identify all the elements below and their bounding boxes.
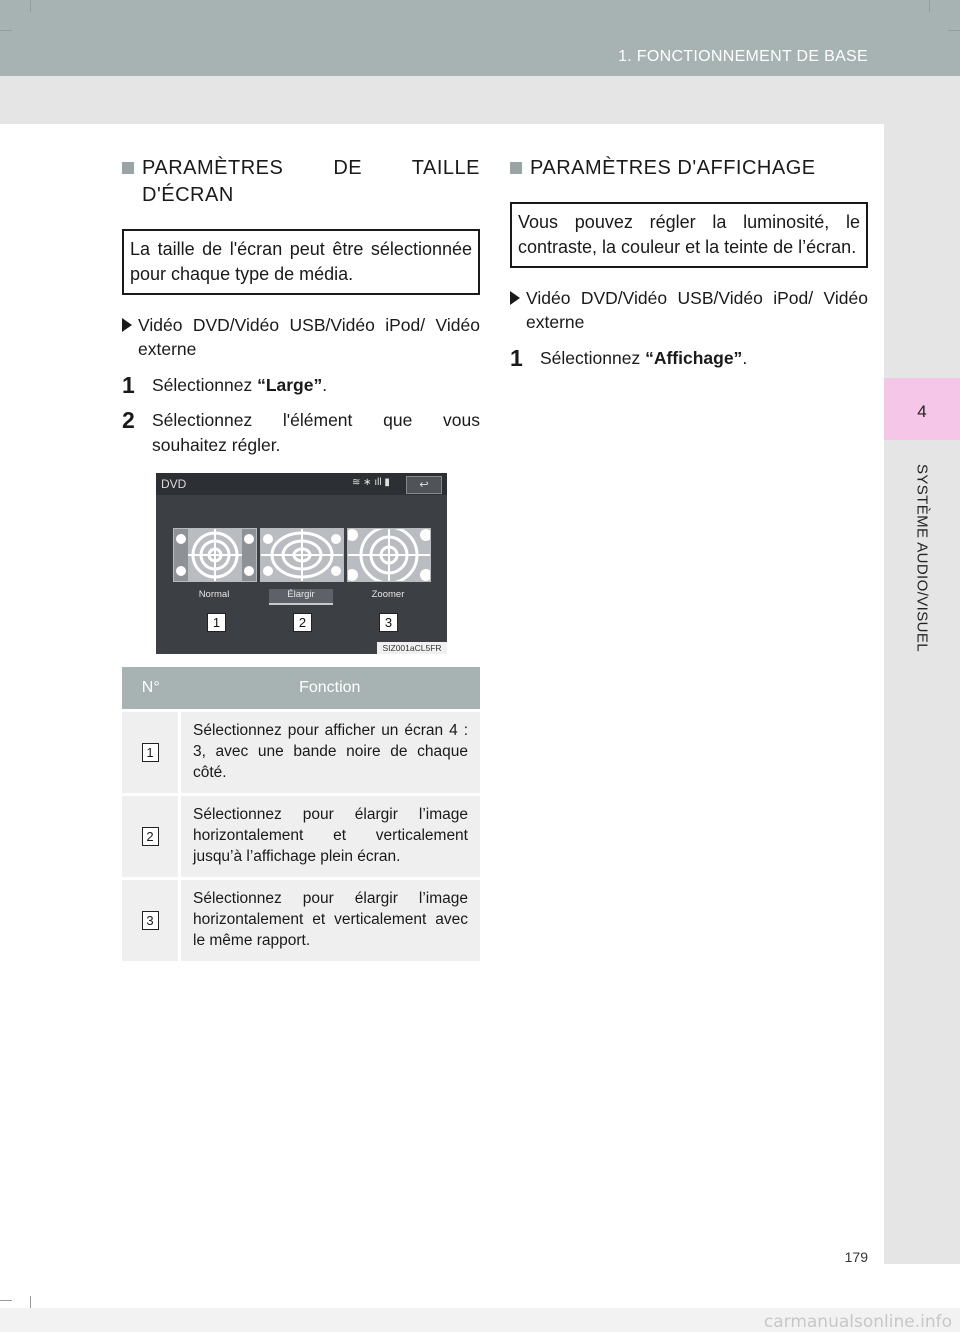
info-box: La taille de l'écran peut être sélectionnée pour chaque type de média. [122,229,480,295]
crop-mark [30,1296,31,1308]
row-text: Sélectionnez pour élargir l’image horizontalement et verticalement jusqu’à l’affichage plein écran. [180,795,481,879]
crop-mark [0,30,12,31]
media-bullet [510,286,868,334]
crop-mark [929,0,930,12]
header-gray-band [0,76,960,124]
triangle-bullet-icon [122,318,132,332]
normal-tile[interactable] [173,528,257,582]
header-function: Fonction [180,667,481,711]
option-normal[interactable]: Normal [198,589,230,600]
page-number: 179 [844,1249,868,1265]
step-text: Sélectionnez “Large”. [152,375,328,395]
zoom-tile[interactable] [347,528,431,582]
step-2 [122,408,480,458]
back-button[interactable]: ↩ [406,476,442,494]
bullet-text: Vidéo DVD/Vidéo USB/Vidéo iPod/ Vidéo externe [526,288,868,332]
step-1 [510,346,868,371]
crop-mark [30,0,31,12]
watermark: carmanualsonline.info [763,1312,952,1332]
header-band [0,0,960,76]
status-icons: ≋ ∗ ıll ▮ [352,477,390,488]
step-number: 2 [122,407,135,433]
crop-mark [948,30,960,31]
display-settings-heading [510,155,868,182]
chapter-number: 4 [917,402,927,421]
bullet-text: Vidéo DVD/Vidéo USB/Vidéo iPod/ Vidéo externe [138,315,480,359]
callout-3: 3 [379,613,398,632]
option-zoom[interactable]: Zoomer [371,589,405,600]
section-title: 1. FONCTIONNEMENT DE BASE [618,48,868,65]
header-number: N° [122,667,180,711]
image-code: SIZ001aCL5FR [377,642,447,654]
callout-2: 2 [293,613,312,632]
sidebar-column [884,124,960,1264]
step-1 [122,373,480,398]
row-number: 2 [142,827,159,846]
step-number: 1 [122,372,135,398]
row-text: Sélectionnez pour afficher un écran 4 : 3, avec une bande noire de chaque côté. [180,711,481,795]
media-bullet [122,313,480,361]
screen-size-heading [122,155,480,209]
widen-tile[interactable] [260,528,344,582]
right-column [510,155,868,381]
table-row [122,795,480,879]
callout-1: 1 [207,613,226,632]
heading-text: PARAMÈTRES DE TAILLE D'ÉCRAN [142,157,480,206]
row-number: 1 [142,743,159,762]
triangle-bullet-icon [510,291,520,305]
step-text: Sélectionnez “Affichage”. [540,348,748,368]
left-column [122,155,480,468]
row-text: Sélectionnez pour élargir l’image horizontalement et verticalement avec le même rapport. [180,879,481,962]
step-text: Sélectionnez l'élément que vous souhaitez régler. [152,410,480,455]
option-widen[interactable]: Élargir [269,589,333,605]
info-box: Vous pouvez régler la luminosité, le contraste, la couleur et la teinte de l’écran. [510,202,868,268]
chapter-title: SYSTÈME AUDIO/VISUEL [913,463,931,653]
chapter-tab [884,378,960,440]
crop-mark [0,1300,12,1301]
screen-title: DVD [161,477,187,491]
test-pattern-icon [348,529,430,581]
square-bullet-icon [122,162,134,174]
function-table [122,667,480,961]
step-number: 1 [510,345,523,371]
table-header-row [122,667,480,711]
test-pattern-icon [174,529,256,581]
square-bullet-icon [510,162,522,174]
table-row [122,711,480,795]
test-pattern-icon [261,529,343,581]
heading-text: PARAMÈTRES D'AFFICHAGE [530,157,816,179]
row-number: 3 [142,911,159,930]
screen-top-bar [156,473,447,495]
display-screenshot [156,473,447,654]
table-row [122,879,480,962]
